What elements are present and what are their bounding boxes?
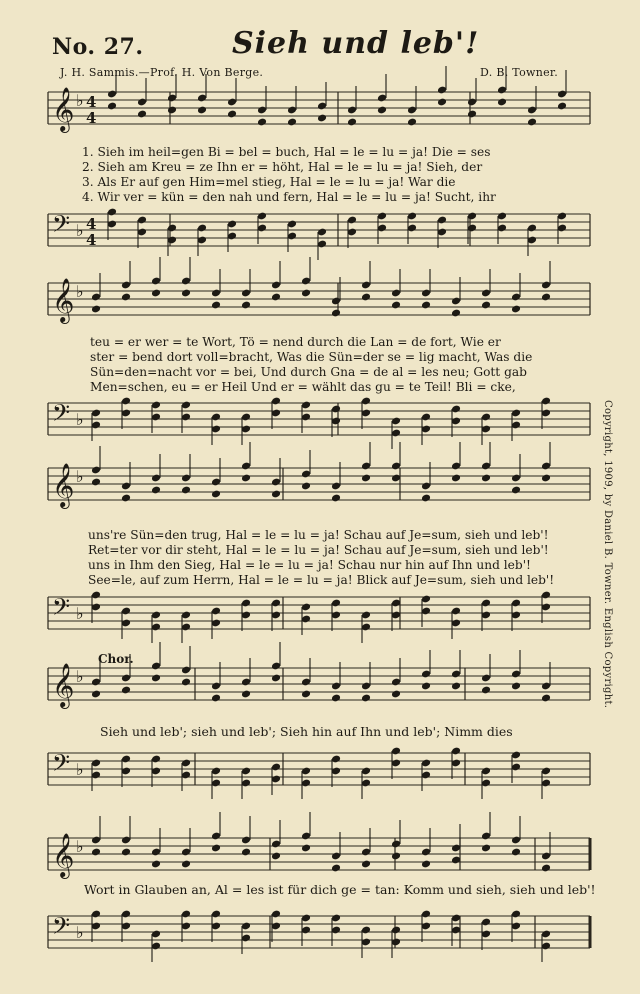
verse-3-line: 3. Als Er auf gen Him=mel stieg, Hal = le = lu = ja! War die [82,175,456,189]
note-head [391,690,401,699]
note-head [331,309,341,318]
note-head [511,486,521,495]
verse-1-line: uns're Sün=den trug, Hal = le = lu = ja! Schau auf Je=sum, sieh und leb'! [88,528,549,542]
lyrics-system-3 [88,528,554,588]
note-head [167,106,177,115]
note-head [511,848,521,857]
note-head [257,118,267,127]
chorus-line-2: Wort in Glauben an, Al = les ist für dich ge = tan: Komm und sieh, sieh und leb'! [84,882,596,897]
note-head [241,474,251,483]
treble-clef-icon: 𝄞 [52,663,75,707]
lyrics-system-2 [90,335,532,395]
note-head [271,490,281,499]
note-head [361,694,371,703]
note-head [421,860,431,869]
note-head [541,474,551,483]
bass-clef-icon: 𝄢 [52,593,71,626]
note-head [481,301,491,310]
chorus-label: Chor. [98,652,134,666]
lyrics-system-1 [82,145,496,205]
note-head [451,474,461,483]
note-head [241,690,251,699]
note-head [211,694,221,703]
note-head [361,860,371,869]
note-head [317,114,327,123]
note-head [137,110,147,119]
note-head [91,305,101,314]
flat-icon: ♭ [76,467,84,486]
note-head [301,482,311,491]
time-signature-top: 4 [86,215,97,233]
note-head [331,864,341,873]
verse-3-line: uns in Ihm den Sieg, Hal = le = lu = ja! Schau nur hin auf Ihn und leb'! [88,558,531,572]
note-head [421,682,431,691]
time-signature-bottom: 4 [86,231,97,249]
flat-icon: ♭ [76,282,84,301]
note-head [181,486,191,495]
note-head [211,844,221,853]
verse-4-line: 4. Wir ver = kün = den nah und fern, Hal = le = lu = ja! Sucht, ihr [82,190,496,204]
treble-clef-icon: 𝄞 [52,87,75,131]
flat-icon: ♭ [76,837,84,856]
note-head [527,118,537,127]
note-head [497,98,507,107]
note-head [391,301,401,310]
note-head [301,289,311,298]
note-head [211,490,221,499]
flat-icon: ♭ [76,604,84,623]
note-head [151,486,161,495]
author-credit: J. H. Sammis.—Prof. H. Von Berge. [60,66,264,79]
note-head [91,690,101,699]
verse-1-line: teu = er wer = te Wort, Tö = nend durch die Lan = de fort, Wie er [90,335,501,349]
verse-4-line: Men=schen, eu = er Heil Und er = wählt das gu = te Teil! Bli = cke, [90,380,516,394]
note-head [181,289,191,298]
note-head [301,844,311,853]
bass-clef-icon: 𝄢 [52,749,71,782]
note-head [301,690,311,699]
note-head [121,848,131,857]
treble-clef-icon: 𝄞 [52,833,75,877]
note-head [541,694,551,703]
hymn-title: Sieh und leb'! [232,26,480,61]
note-head [511,682,521,691]
note-head [391,852,401,861]
note-head [241,301,251,310]
note-head [377,106,387,115]
note-head [107,102,117,111]
note-head [287,118,297,127]
note-head [511,305,521,314]
flat-icon: ♭ [76,923,84,942]
note-head [407,118,417,127]
note-head [91,848,101,857]
note-head [541,293,551,302]
flat-icon: ♭ [76,91,84,110]
note-head [421,494,431,503]
chorus-line-1: Sieh und leb'; sieh und leb'; Sieh hin auf Ihn und leb'; Nimm dies [100,724,513,739]
note-head [437,98,447,107]
bass-clef-icon: 𝄢 [52,210,71,243]
staff-lines [48,92,590,948]
verse-2-line: ster = bend dort voll=bracht, Was die Sün=der se = lig macht, Was die [90,350,533,364]
note-head [181,678,191,687]
flat-icon: ♭ [76,760,84,779]
time-signature-bottom: 4 [86,109,97,127]
clefs [52,87,96,945]
note-head [197,106,207,115]
composer-credit: D. B. Towner. [480,66,559,79]
barlines [48,92,590,948]
note-head [481,474,491,483]
flat-icon: ♭ [76,667,84,686]
verse-2-line: Ret=ter vor dir steht, Hal = le = lu = ja! Schau auf Je=sum, sieh und leb'! [88,543,549,557]
time-signature-top: 4 [86,93,97,111]
note-head [451,309,461,318]
verse-2-line: 2. Sieh am Kreu = ze Ihn er = höht, Hal = le = lu = ja! Sieh, der [82,160,483,174]
note-head [361,293,371,302]
note-head [557,102,567,111]
note-head [91,478,101,487]
note-head [347,118,357,127]
note-head [481,844,491,853]
note-head [361,474,371,483]
note-head [271,293,281,302]
note-head [151,289,161,298]
note-head [271,674,281,683]
note-head [331,494,341,503]
note-head [121,293,131,302]
note-head [481,686,491,695]
treble-clef-icon: 𝄞 [52,463,75,507]
note-head [467,110,477,119]
bass-clef-icon: 𝄢 [52,399,71,432]
note-head [541,864,551,873]
note-head [331,694,341,703]
verse-4-line: See=le, auf zum Herrn, Hal = le = lu = ja! Blick auf Je=sum, sieh und leb'! [88,573,555,587]
note-head [451,682,461,691]
flat-icon: ♭ [76,410,84,429]
note-head [227,110,237,119]
note-head [151,860,161,869]
flat-icon: ♭ [76,221,84,240]
verse-1-line: 1. Sieh im heil=gen Bi = bel = buch, Hal = le = lu = ja! Die = ses [82,145,491,159]
treble-clef-icon: 𝄞 [52,278,75,322]
note-head [121,494,131,503]
note-head [241,848,251,857]
note-head [151,674,161,683]
verse-3-line: Sün=den=nacht vor = bei, Und durch Gna = de al = les neu; Gott gab [90,365,527,379]
note-head [421,301,431,310]
note-head [121,686,131,695]
bass-clef-icon: 𝄢 [52,912,71,945]
note-head [271,852,281,861]
note-head [211,301,221,310]
hymn-number: No. 27. [52,34,144,60]
note-head [181,860,191,869]
copyright-notice: Copyright, 1909, by Daniel B. Towner. English Copyright. [602,400,613,709]
